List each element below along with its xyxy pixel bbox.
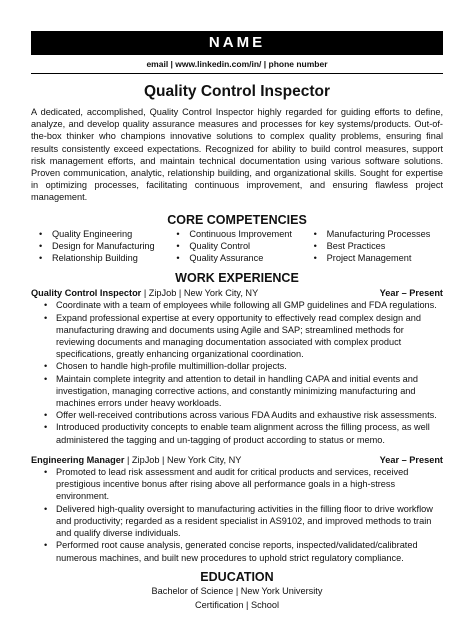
job-details: | ZipJob | New York City, NY	[124, 454, 242, 465]
competencies-heading: CORE COMPETENCIES	[167, 212, 307, 227]
job-bullet: • Offer well-received contributions across various FDA Audits and exhaustive risk assessments.	[31, 409, 443, 421]
job-bullets	[31, 466, 443, 564]
job-role: Engineering Manager	[31, 454, 125, 465]
job-header	[31, 454, 443, 466]
education-degree: Bachelor of Science | New York University	[151, 585, 323, 596]
experience-heading: WORK EXPERIENCE	[175, 271, 299, 286]
competency-item: • Quality Control	[168, 240, 305, 252]
job-bullet: • Delivered high-quality oversight to manufacturing activities in the filling floor to drive workflow and productivity; regarded as a resident specialist in AS9102, and improved methods to train and qualify diverse individuals.	[31, 503, 443, 540]
name-banner: NAME	[31, 31, 443, 55]
contact-line: email | www.linkedin.com/in/ | phone number	[31, 59, 443, 74]
competencies-column	[306, 228, 443, 265]
job-entry	[31, 287, 443, 446]
competencies-column	[168, 228, 305, 265]
job-role-line	[31, 287, 258, 299]
job-bullet: • Promoted to lead risk assessment and audit for critical products and services, received prestigious incentive bonus after rising above all performance goals in a high-stress environment.	[31, 466, 443, 503]
competency-item: • Project Management	[306, 252, 443, 264]
job-bullet: • Performed root cause analysis, generated concise reports, inspected/validated/calibrated numerous machines, and built new procedures to uphold strict regulatory compliance.	[31, 539, 443, 563]
competencies-column	[31, 228, 168, 265]
job-bullet: • Coordinate with a team of employees while following all GMP guidelines and FDA regulations.	[31, 299, 443, 311]
education-certification: Certification | School	[194, 599, 280, 610]
competency-item: • Continuous Improvement	[168, 228, 305, 240]
competency-item: • Best Practices	[306, 240, 443, 252]
summary-paragraph: A dedicated, accomplished, Quality Control Inspector highly regarded for guiding efforts to define, analyze, and develop quality assurance measures and processes for key systems/products. Out-of-the-box thinker who champions innovative solutions to complex quality problems, ensuring final results consistently exceed expectations. Recognized for ability to build control measures, support risk management efforts, and maintain technical documentation using various software solutions. Proven communication, analytic, relationship building, and organizational skills. Sought for expertise in optimizing processes, facilitating continuous improvement, and ensuring flawless project management.	[31, 107, 443, 203]
job-role: Quality Control Inspector	[31, 288, 142, 299]
job-bullet: • Maintain complete integrity and attention to detail in handling CAPA and initial events and investigation, managing corrective actions, and constantly minimizing manufacturing and machines errors under heavy workloads.	[31, 373, 443, 410]
job-dates: Year – Present	[379, 454, 443, 465]
job-role-line	[31, 454, 241, 466]
education-heading: EDUCATION	[200, 569, 274, 584]
competency-item: • Quality Engineering	[31, 228, 168, 240]
job-dates: Year – Present	[379, 288, 443, 299]
competency-item: • Manufacturing Processes	[306, 228, 443, 240]
job-bullets	[31, 299, 443, 445]
job-bullet: • Expand professional expertise at every opportunity to effectively read complex design and manufacturing drawing and documents using Agile and SAP; streamlined methods for reviewing documents and managing documentation associated with complex product specifications, greatly enhancing organizational coordination.	[31, 312, 443, 361]
resume-title: Quality Control Inspector	[143, 83, 330, 100]
resume-page	[0, 31, 474, 644]
job-bullet: • Introduced productivity concepts to enable team alignment across the filling process, as well administered the tagging and un-tagging of product according to status or memo.	[31, 421, 443, 445]
competency-item: • Design for Manufacturing	[31, 240, 168, 252]
competency-item: • Relationship Building	[31, 252, 168, 264]
competencies-grid	[31, 228, 443, 265]
job-details: | ZipJob | New York City, NY	[141, 288, 259, 299]
competency-item: • Quality Assurance	[168, 252, 305, 264]
job-entry	[31, 454, 443, 564]
job-header	[31, 287, 443, 299]
job-bullet: • Chosen to handle high-profile multimillion-dollar projects.	[31, 360, 443, 372]
